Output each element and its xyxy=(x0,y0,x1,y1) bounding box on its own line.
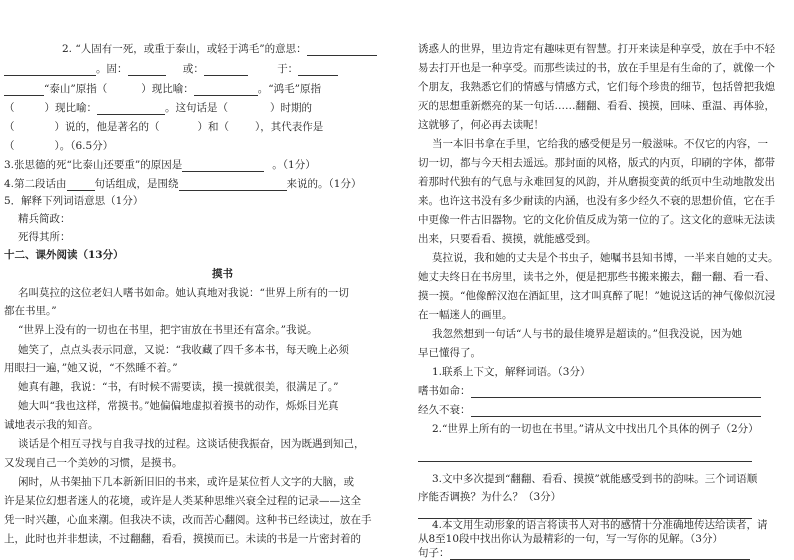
blank[interactable] xyxy=(128,64,166,76)
blank[interactable] xyxy=(307,44,377,56)
blank[interactable] xyxy=(97,103,165,115)
para-line xyxy=(418,232,597,246)
para-line xyxy=(418,346,481,360)
speaker-era: 。这句话是（ xyxy=(165,102,228,114)
hongmao-text: 。“鸿毛”原指 xyxy=(257,83,321,95)
paren: （ xyxy=(4,140,15,152)
para-text: 闲时，从书架抽下几本新新旧旧的书来，或许是某位哲人文字的大脑，或 xyxy=(18,476,354,488)
para-line xyxy=(4,418,99,432)
para-text: 她真有趣，我说：“书，有时候不需要读，摸一摸就很美，很满足了。” xyxy=(18,381,339,393)
para-line xyxy=(418,213,775,227)
q2-line5 xyxy=(4,120,323,134)
paren: （ xyxy=(4,121,15,133)
q3-text: 3.文中多次提到“翻翻、看看、摸摸”就能感受到书的韵味。三个词语顺 xyxy=(432,473,758,485)
para-text: 摸一摸。“他像醉汉泡在酒缸里，这才叫真醉了呢！”她说这话的神气像似沉浸 xyxy=(418,290,776,302)
para-line xyxy=(4,304,57,318)
era-suffix: ）时期的 xyxy=(270,102,312,114)
q2-line4 xyxy=(4,101,312,115)
para-text: 中更像一件古旧器物。它的文化价值反成为第一位的了。这文化的意味无法读 xyxy=(418,214,775,226)
work-text: ），其代表作是 xyxy=(255,121,324,133)
blank[interactable] xyxy=(204,64,248,76)
para-text: 这就够了，何必再去读呢！ xyxy=(418,119,544,131)
para-text: 她笑了，点点头表示同意，又说：“我收藏了四千多本书，每天晚上必须 xyxy=(18,344,349,356)
para-line xyxy=(432,251,779,265)
q1-prompt xyxy=(432,365,590,379)
para-text: 易去打开也是一种享受。而那些读过的书，放在手里是有生命的了，就像一个 xyxy=(418,62,775,74)
q2-right xyxy=(432,422,759,436)
blank[interactable] xyxy=(471,386,761,398)
taishan-meaning: ）现比喻： xyxy=(141,83,194,95)
para-line xyxy=(18,343,349,357)
q5-prompt: 5．解释下列词语意思（1分） xyxy=(4,195,144,207)
para-text: 谈话是个相互寻找与自我寻找的过程。这谈话使我振奋，因为既遇到知己， xyxy=(18,438,365,450)
para-text: 灭的思想重新燃亮的某一句话……翻翻、看看、摸摸，回味、重温、再体验， xyxy=(418,100,775,112)
blank[interactable] xyxy=(4,64,96,76)
q4-right-line2 xyxy=(418,532,723,546)
para-line xyxy=(418,194,775,208)
para-line xyxy=(418,175,775,189)
para-line xyxy=(4,494,361,508)
q2-prompt: 2. “人固有一死，或重于泰山，或轻于鸿毛”的意思： xyxy=(62,43,307,55)
q3-score: 。（1分） xyxy=(272,159,316,171)
para-line xyxy=(18,286,349,300)
para-text: 用眼扫一遍，”她又说，“不然睡不着。” xyxy=(4,362,178,374)
hongmao-meaning: ）现比喻： xyxy=(44,102,97,114)
section-title: 十二、课外阅读（13分） xyxy=(4,249,124,261)
q5-term1 xyxy=(18,212,71,226)
para-text: 来。也许这书没有多少耐读的内涵，也没有多少经久不衰的思想价值，它在手 xyxy=(418,195,775,207)
q3-prompt: 3.张思德的死“比泰山还要重”的原因是 xyxy=(4,159,183,171)
para-line xyxy=(418,289,775,303)
q3 xyxy=(4,158,316,172)
para-line xyxy=(18,399,339,413)
para-line xyxy=(18,437,365,451)
term-shishu: 嗜书如命： xyxy=(418,385,471,397)
section-12-heading xyxy=(4,248,124,262)
para-text: 切一切，都与今天相去遥远。那封面的风格，版式的内页，印刷的字体，都带 xyxy=(418,157,775,169)
q4-prompt: 4.第二段话由 xyxy=(4,178,67,190)
para-line xyxy=(4,532,361,546)
para-line xyxy=(418,99,775,113)
para-text: 又发现自己一个美妙的习惯，是摸书。 xyxy=(4,457,183,469)
q5-term2 xyxy=(18,230,71,244)
q2-yu: 于： xyxy=(277,63,299,75)
taishan-text: “泰山”原指（ xyxy=(44,83,108,95)
blank[interactable] xyxy=(179,179,287,191)
blank[interactable] xyxy=(418,450,752,462)
q1-term2 xyxy=(418,403,761,417)
q3-text2: 序能否调换？为什么？（3分） xyxy=(418,491,562,503)
para-line xyxy=(4,361,178,375)
q1-term1 xyxy=(418,384,761,398)
para-text: 都在书里。” xyxy=(4,305,57,317)
para-line xyxy=(4,456,183,470)
blank[interactable] xyxy=(450,548,750,560)
blank[interactable] xyxy=(471,405,761,417)
para-line xyxy=(18,380,339,394)
para-text: 凭一时兴趣，心血来潮。但我决不读，改而苦心翻阅。这种书已经读过，放在手 xyxy=(4,514,372,526)
paren: （ xyxy=(4,102,15,114)
q4-text2: 从8至10段中找出你认为最精彩的一句，写一写你的见解。（3分） xyxy=(418,533,723,545)
para-line xyxy=(418,156,775,170)
q1-text: 1.联系上下文，解释词语。（3分） xyxy=(432,366,591,378)
q2-line6 xyxy=(4,139,113,153)
para-text: 早已懂得了。 xyxy=(418,347,481,359)
q3-right xyxy=(432,472,757,486)
para-text: 在一幅迷人的画里。 xyxy=(418,309,513,321)
q4 xyxy=(4,177,361,191)
para-line xyxy=(418,80,775,94)
para-text: 出来，只要看看、摸摸，就能感受到。 xyxy=(418,233,597,245)
q5 xyxy=(4,194,143,208)
and-text: ）和（ xyxy=(197,121,229,133)
para-text: 当一本旧书拿在手里，它给我的感受便是另一般滋味。不仅它的内容，一 xyxy=(432,138,768,150)
q3-right-line2 xyxy=(418,490,561,504)
q2-line2 xyxy=(4,62,338,76)
para-line xyxy=(418,270,775,284)
para-text: 我忽然想到一句话“人与书的最佳境界是超读的。”但我没说，因为她 xyxy=(432,328,742,340)
para-text: 她大叫“我也这样，常摸书。”她偏偏地虚拟着摸书的动作，烁烁目光真 xyxy=(18,400,339,412)
q4-text: 4.本文用生动形象的语言将读书人对书的感情十分准确地传达给读者，请 xyxy=(432,519,768,531)
blank[interactable] xyxy=(194,84,258,96)
para-text: “世界上没有的一切也在书里，把宇宙放在书里还有富余。”我说。 xyxy=(18,324,318,336)
para-line xyxy=(4,513,372,527)
para-line xyxy=(418,118,544,132)
para-line xyxy=(418,308,513,322)
answer-line xyxy=(418,505,752,519)
q2-line1 xyxy=(62,42,377,56)
article-title xyxy=(212,267,233,281)
term-jingjiu: 经久不衰： xyxy=(418,404,471,416)
blank[interactable] xyxy=(4,84,44,96)
para-text: 莫拉说，我和她的丈夫是个书虫子，她嘱书县知书博，一半来自她的丈夫。 xyxy=(432,252,779,264)
para-line xyxy=(418,61,775,75)
para-text: 诱惑人的世界，里边肯定有趣味更有智慧。打开来读是种享受，放在手中不轻 xyxy=(418,43,775,55)
para-text: 上，此时也并非想读，不过翻翻，看看，摸摸而已。未读的书是一片密封着的 xyxy=(4,533,361,545)
q4-right xyxy=(432,518,768,532)
q4-score: 来说的。（1分） xyxy=(286,178,362,190)
para-line xyxy=(18,323,318,337)
answer-line xyxy=(418,448,752,462)
q2-gu: 。固： xyxy=(96,63,128,75)
para-text: 名叫莫拉的这位老妇人嗜书如命。她认真地对我说：“世界上所有的一切 xyxy=(18,287,349,299)
para-line xyxy=(18,475,354,489)
q4-mid: 句话组成，是围绕 xyxy=(94,178,179,190)
para-line xyxy=(432,137,768,151)
q2-line3 xyxy=(4,82,321,96)
q2-huo: 或： xyxy=(182,63,204,75)
blank[interactable] xyxy=(67,179,95,191)
term-side: 死得其所： xyxy=(18,231,71,243)
blank[interactable] xyxy=(182,160,264,172)
term-jingbing: 精兵简政： xyxy=(18,213,71,225)
para-line xyxy=(432,327,742,341)
para-text: 许是某位幻想者迷人的花境，或许是人类某种思维兴衰全过程的记录——这全 xyxy=(4,495,361,507)
para-text: 她丈夫终日在书房里，读书之外，便是把那些书搬来搬去，翻一翻、看一看、 xyxy=(418,271,775,283)
para-text: 着那时代独有的气息与永难回复的风韵，并从磨损变黄的纸页中生动地散发出 xyxy=(418,176,775,188)
q2-text: 2.“世界上所有的一切也在书里。”请从文中找出几个具体的例子（2分） xyxy=(432,423,759,435)
para-text: 个朋友，我熟悉它们的情感与情感方式，它们每个珍贵的细节，包括曾把我熄 xyxy=(418,81,775,93)
q2-score: ）。（6.5分） xyxy=(54,140,114,152)
blank[interactable] xyxy=(298,64,338,76)
article-title-text: 摸书 xyxy=(212,268,233,280)
famous-text: ）说的，他是著名的（ xyxy=(54,121,160,133)
para-text: 诚地表示我的知音。 xyxy=(4,419,99,431)
para-line xyxy=(418,42,775,56)
sentence-line xyxy=(418,546,750,560)
sentence-label: 句子： xyxy=(418,547,450,559)
